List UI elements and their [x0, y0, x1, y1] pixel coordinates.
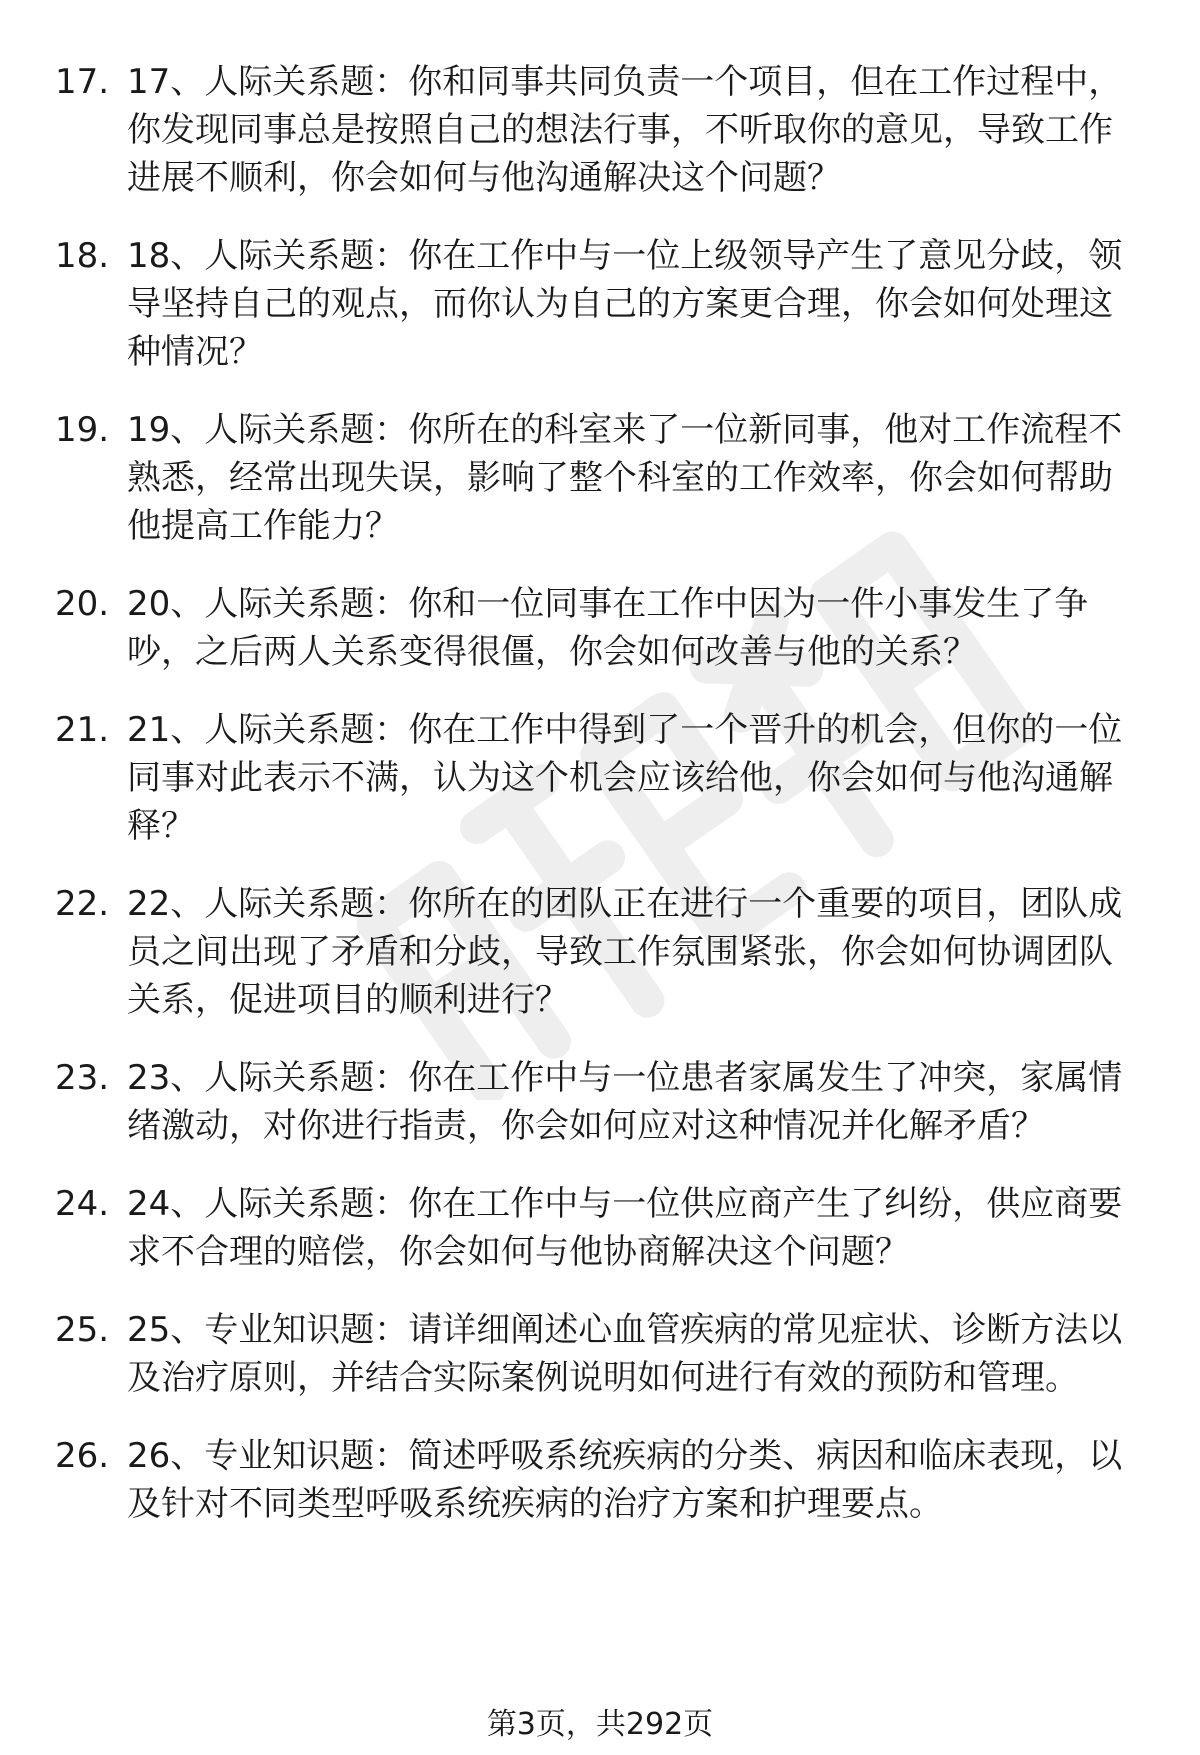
question-text: 22、人际关系题：你所在的团队正在进行一个重要的项目，团队成员之间出现了矛盾和分歧，导致工作氛围紧张，你会如何协调团队关系，促进项目的顺利进行？ — [127, 884, 1123, 1020]
list-item — [0, 58, 1200, 202]
list-item — [0, 706, 1200, 850]
question-number: 18. — [55, 236, 110, 276]
question-text: 20、人际关系题：你和一位同事在工作中因为一件小事发生了争吵，之后两人关系变得很僵，你会如何改善与他的关系？ — [127, 584, 1089, 672]
question-list — [0, 58, 1200, 1558]
question-text: 24、人际关系题：你在工作中与一位供应商产生了纠纷，供应商要求不合理的赔偿，你会如何与他协商解决这个问题？ — [127, 1184, 1123, 1272]
question-text: 23、人际关系题：你在工作中与一位患者家属发生了冲突，家属情绪激动，对你进行指责，你会如何应对这种情况并化解矛盾？ — [127, 1058, 1123, 1146]
question-text: 26、专业知识题：简述呼吸系统疾病的分类、病因和临床表现，以及针对不同类型呼吸系统疾病的治疗方案和护理要点。 — [127, 1436, 1123, 1524]
list-item — [0, 1432, 1200, 1528]
question-number: 22. — [55, 884, 110, 924]
question-number: 20. — [55, 584, 110, 624]
list-item — [0, 232, 1200, 376]
question-number: 19. — [55, 410, 110, 450]
question-number: 21. — [55, 710, 110, 750]
question-text: 17、人际关系题：你和同事共同负责一个项目，但在工作过程中，你发现同事总是按照自己的想法行事，不听取你的意见，导致工作进展不顺利，你会如何与他沟通解决这个问题？ — [127, 62, 1123, 198]
list-item — [0, 1306, 1200, 1402]
list-item — [0, 406, 1200, 550]
question-number: 24. — [55, 1184, 110, 1224]
question-text: 19、人际关系题：你所在的科室来了一位新同事，他对工作流程不熟悉，经常出现失误，影响了整个科室的工作效率，你会如何帮助他提高工作能力？ — [127, 410, 1123, 546]
list-item — [0, 1180, 1200, 1276]
list-item — [0, 1054, 1200, 1150]
list-item — [0, 880, 1200, 1024]
question-text: 21、人际关系题：你在工作中得到了一个晋升的机会，但你的一位同事对此表示不满，认为这个机会应该给他，你会如何与他沟通解释？ — [127, 710, 1123, 846]
question-text: 18、人际关系题：你在工作中与一位上级领导产生了意见分歧，领导坚持自己的观点，而你认为自己的方案更合理，你会如何处理这种情况？ — [127, 236, 1123, 372]
list-item — [0, 580, 1200, 676]
question-text: 25、专业知识题：请详细阐述心血管疾病的常见症状、诊断方法以及治疗原则，并结合实际案例说明如何进行有效的预防和管理。 — [127, 1310, 1123, 1398]
page-footer: 第3页，共292页 — [486, 1707, 714, 1742]
question-number: 17. — [55, 62, 110, 102]
question-number: 26. — [55, 1436, 110, 1476]
question-number: 23. — [55, 1058, 110, 1098]
question-number: 25. — [55, 1310, 110, 1350]
